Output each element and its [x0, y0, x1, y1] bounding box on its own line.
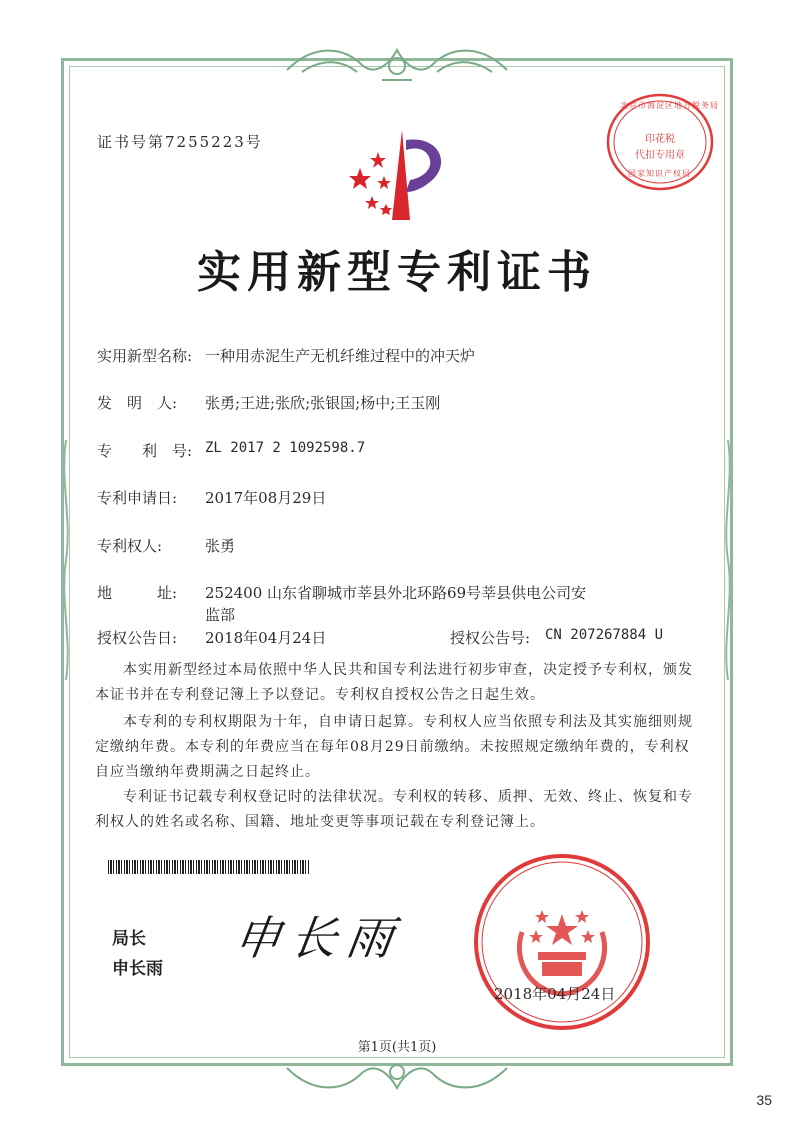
left-ornament-icon — [60, 440, 72, 680]
tax-stamp-bottom-text: 国家知识产权局 — [628, 169, 691, 178]
certificate-number: 证书号第7255223号 — [97, 133, 263, 151]
patentee-value: 张勇 — [205, 537, 236, 555]
patent-number-label: 专 利 号: — [97, 442, 193, 460]
certificate-title: 实用新型专利证书 — [197, 247, 597, 298]
director-title: 局长 — [112, 929, 146, 949]
grant-date-label: 授权公告日: — [97, 629, 178, 647]
seal-date: 2018年04月24日 — [494, 985, 616, 1003]
address-label: 地 址: — [97, 584, 178, 602]
official-seal-icon — [472, 852, 652, 1032]
barcode — [108, 860, 310, 874]
tax-stamp-ring-text: 北京市海淀区地方税务局 — [620, 101, 719, 110]
address-value: 252400 山东省聊城市莘县外北环路69号莘县供电公司安 — [205, 584, 587, 602]
filing-date-label: 专利申请日: — [97, 489, 178, 507]
handwritten-signature: 申长雨 — [230, 911, 407, 965]
page-number: 第1页(共1页) — [357, 1040, 437, 1055]
grant-number-label: 授权公告号: — [450, 629, 531, 647]
filing-date-value: 2017年08月29日 — [205, 489, 327, 507]
utility-name-label: 实用新型名称: — [97, 347, 193, 365]
body-paragraph-3: 专利证书记载专利权登记时的法律状况。专利权的转移、质押、无效、终止、恢复和专利权人的姓名或名称、国籍、地址变更等事项记载在专利登记簿上。 — [95, 789, 693, 830]
patent-number-value: ZL 2017 2 1092598.7 — [205, 440, 366, 456]
corner-page-number: 35 — [756, 1092, 772, 1108]
top-ornament-icon — [282, 40, 512, 88]
body-paragraph-2: 本专利的专利权期限为十年，自申请日起算。专利权人应当依照专利法及其实施细则规定缴纳年费。本专利的年费应当在每年08月29日前缴纳。未按照规定缴纳年费的，专利权自应当缴纳年费期满之日起终止。 — [95, 714, 693, 780]
tax-stamp-center-text-1: 印花税 — [645, 134, 675, 145]
inventor-value: 张勇;王进;张欣;张银国;杨中;王玉刚 — [205, 394, 441, 412]
right-ornament-icon — [722, 440, 734, 680]
body-paragraph-1: 本实用新型经过本局依照中华人民共和国专利法进行初步审查，决定授予专利权，颁发本证书并在专利登记簿上予以登记。专利权自授权公告之日起生效。 — [95, 662, 693, 703]
patentee-label: 专利权人: — [97, 537, 163, 555]
address-value-line2: 监部 — [205, 606, 236, 624]
grant-number-value: CN 207267884 U — [545, 627, 664, 643]
utility-name-value: 一种用赤泥生产无机纤维过程中的冲天炉 — [205, 347, 476, 365]
tax-stamp-center-text-2: 代扣专用章 — [635, 150, 685, 161]
bottom-ornament-icon — [282, 1058, 512, 1098]
grant-date-value: 2018年04月24日 — [205, 629, 327, 647]
patent-office-logo-icon — [340, 120, 460, 230]
director-name: 申长雨 — [112, 959, 163, 979]
inventor-label: 发 明 人: — [97, 394, 178, 412]
